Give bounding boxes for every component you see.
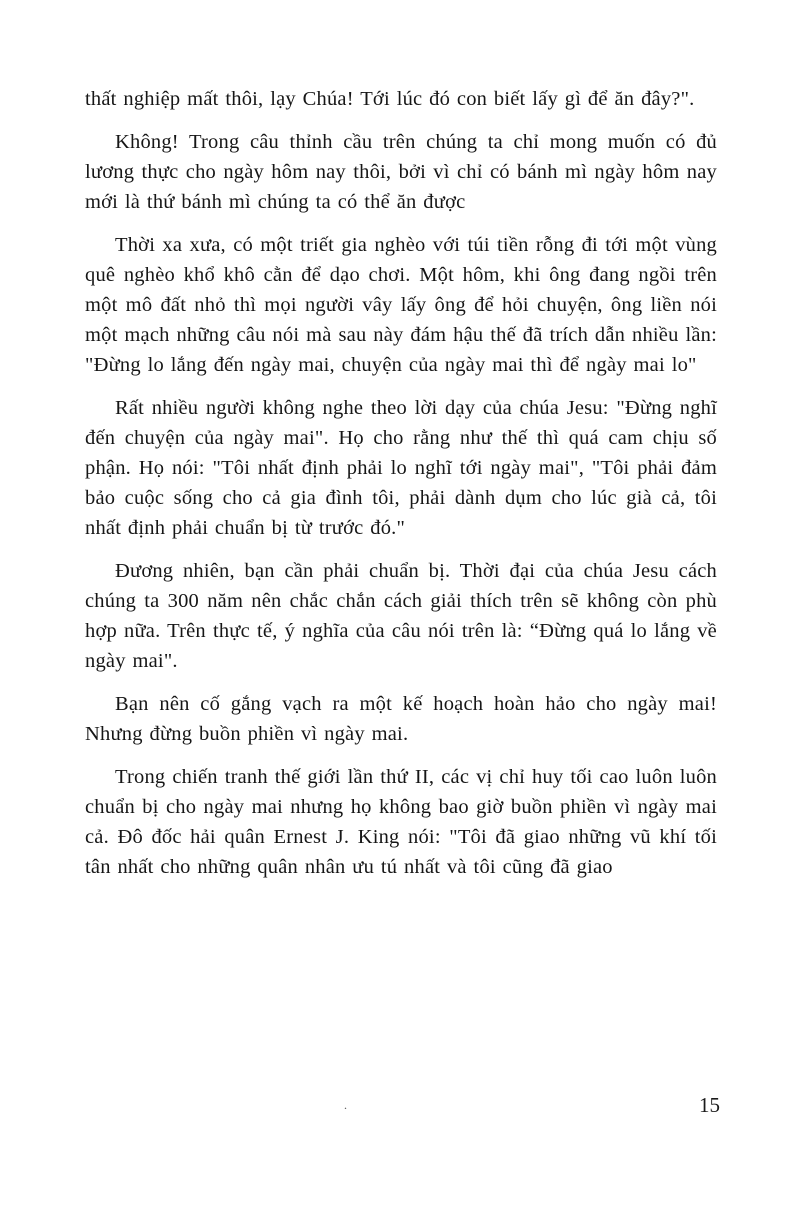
paragraph: Rất nhiều người không nghe theo lời dạy của chúa Jesu: "Đừng nghĩ đến chuyện của ngày mai". Họ cho rằng như thế thì quá cam chịu số phận. Họ nói: "Tôi nhất định phải lo nghĩ tới ngày mai", "Tôi phải đảm bảo cuộc sống cho cả gia đình tôi, phải dành dụm cho lúc già cả, tôi nhất định phải chuẩn bị từ trước đó."	[85, 397, 717, 539]
paragraph: Trong chiến tranh thế giới lần thứ II, các vị chỉ huy tối cao luôn luôn chuẩn bị cho ngày mai nhưng họ không bao giờ buồn phiền vì ngày mai cả. Đô đốc hải quân Ernest J. King nói: "Tôi đã giao những vũ khí tối tân nhất cho những quân nhân ưu tú nhất và tôi cũng đã giao	[85, 766, 717, 878]
paragraph: Đương nhiên, bạn cần phải chuẩn bị. Thời đại của chúa Jesu cách chúng ta 300 năm nên chắc chắn cách giải thích trên sẽ không còn phù hợp nữa. Trên thực tế, ý nghĩa của câu nói trên là: “Đừng quá lo lắng về ngày mai".	[85, 560, 717, 672]
page-text-block	[85, 84, 717, 895]
paragraph: Thời xa xưa, có một triết gia nghèo với túi tiền rỗng đi tới một vùng quê nghèo khổ khô cằn để dạo chơi. Một hôm, khi ông đang ngồi trên một mô đất nhỏ thì mọi người vây lấy ông để hỏi chuyện, ông liền nói một mạch những câu nói mà sau này đám hậu thế đã trích dẫn nhiều lần: "Đừng lo lắng đến ngày mai, chuyện của ngày mai thì để ngày mai lo"	[85, 234, 717, 376]
scan-artifact-dot: .	[344, 1098, 347, 1112]
paragraph: Bạn nên cố gắng vạch ra một kế hoạch hoàn hảo cho ngày mai! Nhưng đừng buồn phiền vì ngày mai.	[85, 693, 717, 745]
paragraph: Không! Trong câu thỉnh cầu trên chúng ta chỉ mong muốn có đủ lương thực cho ngày hôm nay thôi, bởi vì chỉ có bánh mì ngày hôm nay mới là thứ bánh mì chúng ta có thể ăn được	[85, 131, 717, 213]
paragraph-continuation: thất nghiệp mất thôi, lạy Chúa! Tới lúc đó con biết lấy gì để ăn đây?".	[85, 88, 695, 110]
page-number: 15	[699, 1093, 720, 1117]
